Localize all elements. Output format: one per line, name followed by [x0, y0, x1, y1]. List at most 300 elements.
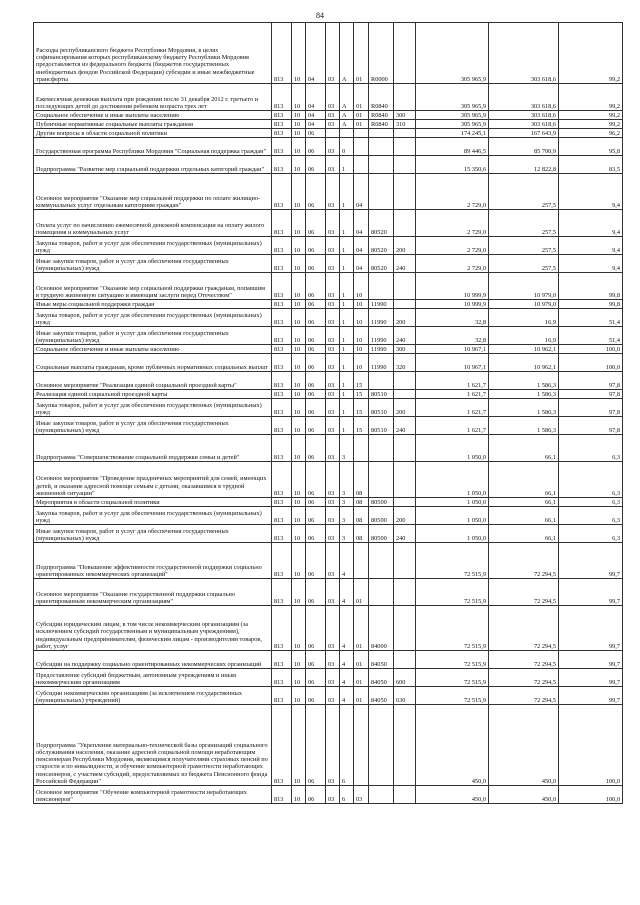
main-event-code-cell: 10 — [354, 345, 369, 354]
expense-name-cell: Социальное обеспечение и иные выплаты населению — [34, 345, 272, 354]
main-event-code-cell: 04 — [354, 210, 369, 237]
subsection-code-cell: 06 — [306, 525, 326, 543]
planned-amount-cell: 1 621,7 — [416, 390, 489, 399]
actual-amount-cell: 257,5 — [489, 255, 559, 273]
main-event-code-cell: 15 — [354, 417, 369, 435]
actual-amount-cell: 16,9 — [489, 327, 559, 345]
admin-code-cell: 813 — [272, 462, 292, 498]
program-code-cell: 03 — [326, 687, 340, 705]
expense-name-cell: Иные закупки товаров, работ и услуг для обеспечения государственных (муниципальных) нужд — [34, 255, 272, 273]
direction-code-cell: 80510 — [369, 417, 394, 435]
subprogram-code-cell: 1 — [340, 354, 354, 372]
execution-percent-cell: 51,4 — [559, 309, 623, 327]
admin-code-cell: 813 — [272, 651, 292, 669]
subsection-code-cell: 06 — [306, 174, 326, 210]
budget-execution-table — [33, 22, 623, 804]
planned-amount-cell: 89 446,5 — [416, 138, 489, 156]
direction-code-cell — [369, 705, 394, 786]
subprogram-code-cell: 1 — [340, 417, 354, 435]
main-event-code-cell: 15 — [354, 372, 369, 390]
admin-code-cell: 813 — [272, 345, 292, 354]
actual-amount-cell: 257,5 — [489, 237, 559, 255]
direction-code-cell: R0840 — [369, 120, 394, 129]
program-code-cell: 03 — [326, 579, 340, 606]
main-event-code-cell — [354, 543, 369, 579]
subprogram-code-cell: 6 — [340, 786, 354, 804]
expense-name-cell: Основное мероприятие "Оказание мер социальной поддержки по оплате жилищно-коммунальных услуг отдельным категориям граждан" — [34, 174, 272, 210]
expense-name-cell: Предоставление субсидий бюджетным, автономным учреждениям и иным некоммерческим организациям — [34, 669, 272, 687]
expense-name-cell: Расходы республиканского бюджета Республики Мордовия, в целях софинансирования которых республиканскому бюджету Республики Мордовия предоставляется из федерального бюджета (бюджетов государственных внебюджетных фондов Российской Федерации) субсидии и иные межбюджетные трансферты — [34, 23, 272, 84]
section-code-cell: 10 — [292, 129, 306, 138]
expense-name-cell: Основное мероприятие "Обучение компьютерной грамотности неработающих пенсионеров" — [34, 786, 272, 804]
expense-name-cell: Подпрограмма "Развитие мер социальной поддержки отдельных категорий граждан" — [34, 156, 272, 174]
direction-code-cell: 80520 — [369, 237, 394, 255]
expense-type-code-cell: 600 — [394, 669, 416, 687]
admin-code-cell: 813 — [272, 417, 292, 435]
main-event-code-cell: 01 — [354, 120, 369, 129]
direction-code-cell — [369, 372, 394, 390]
direction-code-cell: 11990 — [369, 354, 394, 372]
table-row — [34, 372, 623, 390]
main-event-code-cell: 10 — [354, 354, 369, 372]
execution-percent-cell: 83,5 — [559, 156, 623, 174]
execution-percent-cell: 6,3 — [559, 507, 623, 525]
subsection-code-cell: 06 — [306, 210, 326, 237]
admin-code-cell: 813 — [272, 705, 292, 786]
admin-code-cell: 813 — [272, 354, 292, 372]
table-row — [34, 498, 623, 507]
main-event-code-cell — [354, 705, 369, 786]
program-code-cell: 03 — [326, 417, 340, 435]
actual-amount-cell: 257,5 — [489, 174, 559, 210]
expense-type-code-cell — [394, 300, 416, 309]
table-row — [34, 210, 623, 237]
execution-percent-cell: 9,4 — [559, 174, 623, 210]
expense-name-cell: Основное мероприятие "Проведение праздничных мероприятий для семей, имеющих детей, и оказание адресной помощи семьям с детьми, оказавшимся в трудной жизненной ситуации" — [34, 462, 272, 498]
actual-amount-cell: 1 586,3 — [489, 417, 559, 435]
planned-amount-cell: 174 245,1 — [416, 129, 489, 138]
planned-amount-cell: 72 515,9 — [416, 669, 489, 687]
table-row — [34, 435, 623, 462]
planned-amount-cell: 1 050,0 — [416, 507, 489, 525]
planned-amount-cell: 72 515,9 — [416, 651, 489, 669]
subprogram-code-cell: А — [340, 23, 354, 84]
direction-code-cell — [369, 462, 394, 498]
subsection-code-cell: 06 — [306, 129, 326, 138]
expense-type-code-cell — [394, 174, 416, 210]
actual-amount-cell: 66,1 — [489, 435, 559, 462]
subprogram-code-cell: 1 — [340, 210, 354, 237]
admin-code-cell: 813 — [272, 543, 292, 579]
expense-type-code-cell: 240 — [394, 255, 416, 273]
main-event-code-cell: 10 — [354, 309, 369, 327]
main-event-code-cell: 08 — [354, 525, 369, 543]
actual-amount-cell: 167 643,9 — [489, 129, 559, 138]
expense-type-code-cell — [394, 23, 416, 84]
section-code-cell: 10 — [292, 417, 306, 435]
main-event-code-cell: 01 — [354, 579, 369, 606]
expense-name-cell: Ежемесячная денежная выплата при рождении после 31 декабря 2012 г. третьего и последующих детей до достижения ребенком возраста трех лет — [34, 84, 272, 111]
section-code-cell: 10 — [292, 309, 306, 327]
expense-name-cell: Основное мероприятие "Оказание мер социальной поддержки гражданам, попавшим в трудную жизненную ситуацию и имеющим заслуги перед Отечеством" — [34, 273, 272, 300]
subprogram-code-cell: 3 — [340, 498, 354, 507]
subprogram-code-cell: 1 — [340, 345, 354, 354]
expense-name-cell: Оплата услуг по начислению ежемесячной денежной компенсации на оплату жилого помещения и коммунальных услуг — [34, 210, 272, 237]
program-code-cell: 03 — [326, 606, 340, 651]
table-row — [34, 786, 623, 804]
subprogram-code-cell: 6 — [340, 705, 354, 786]
main-event-code-cell: 03 — [354, 786, 369, 804]
expense-type-code-cell — [394, 390, 416, 399]
program-code-cell: 03 — [326, 84, 340, 111]
main-event-code-cell: 08 — [354, 462, 369, 498]
execution-percent-cell: 6,3 — [559, 498, 623, 507]
direction-code-cell: 80520 — [369, 210, 394, 237]
subsection-code-cell: 06 — [306, 309, 326, 327]
expense-type-code-cell — [394, 372, 416, 390]
table-body — [34, 23, 623, 804]
page-number: 84 — [316, 11, 324, 20]
direction-code-cell — [369, 174, 394, 210]
admin-code-cell: 813 — [272, 669, 292, 687]
subsection-code-cell: 04 — [306, 111, 326, 120]
direction-code-cell: 84000 — [369, 606, 394, 651]
direction-code-cell: 84050 — [369, 651, 394, 669]
planned-amount-cell: 305 965,9 — [416, 111, 489, 120]
actual-amount-cell: 10 979,0 — [489, 273, 559, 300]
table-row — [34, 579, 623, 606]
subprogram-code-cell: 1 — [340, 300, 354, 309]
direction-code-cell: R0840 — [369, 111, 394, 120]
subprogram-code-cell: 3 — [340, 462, 354, 498]
execution-percent-cell: 99,8 — [559, 300, 623, 309]
subprogram-code-cell — [340, 129, 354, 138]
subsection-code-cell: 06 — [306, 345, 326, 354]
program-code-cell: 03 — [326, 786, 340, 804]
direction-code-cell — [369, 435, 394, 462]
table-row — [34, 237, 623, 255]
admin-code-cell: 813 — [272, 273, 292, 300]
expense-type-code-cell — [394, 129, 416, 138]
expense-type-code-cell — [394, 498, 416, 507]
execution-percent-cell: 99,7 — [559, 543, 623, 579]
section-code-cell: 10 — [292, 345, 306, 354]
actual-amount-cell: 303 618,6 — [489, 84, 559, 111]
execution-percent-cell: 95,8 — [559, 138, 623, 156]
section-code-cell: 10 — [292, 354, 306, 372]
section-code-cell: 10 — [292, 435, 306, 462]
section-code-cell: 10 — [292, 606, 306, 651]
table-row — [34, 309, 623, 327]
program-code-cell: 03 — [326, 507, 340, 525]
section-code-cell: 10 — [292, 210, 306, 237]
expense-type-code-cell: 240 — [394, 525, 416, 543]
direction-code-cell: 80500 — [369, 507, 394, 525]
table-row — [34, 120, 623, 129]
table-row — [34, 462, 623, 498]
program-code-cell: 03 — [326, 669, 340, 687]
program-code-cell: 03 — [326, 462, 340, 498]
direction-code-cell: 84050 — [369, 669, 394, 687]
actual-amount-cell: 450,0 — [489, 705, 559, 786]
admin-code-cell: 813 — [272, 129, 292, 138]
expense-name-cell: Закупка товаров, работ и услуг для обеспечения государственных (муниципальных) нужд — [34, 507, 272, 525]
section-code-cell: 10 — [292, 462, 306, 498]
subprogram-code-cell: 1 — [340, 309, 354, 327]
execution-percent-cell: 99,2 — [559, 23, 623, 84]
admin-code-cell: 813 — [272, 372, 292, 390]
program-code-cell: 03 — [326, 399, 340, 417]
program-code-cell: 03 — [326, 705, 340, 786]
actual-amount-cell: 303 618,6 — [489, 120, 559, 129]
expense-name-cell: Иные закупки товаров, работ и услуг для обеспечения государственных (муниципальных) нужд — [34, 417, 272, 435]
main-event-code-cell: 15 — [354, 390, 369, 399]
table-row — [34, 705, 623, 786]
planned-amount-cell: 2 729,0 — [416, 210, 489, 237]
table-row — [34, 300, 623, 309]
planned-amount-cell: 1 050,0 — [416, 462, 489, 498]
section-code-cell: 10 — [292, 327, 306, 345]
subprogram-code-cell: А — [340, 84, 354, 111]
actual-amount-cell: 1 586,3 — [489, 399, 559, 417]
main-event-code-cell: 04 — [354, 174, 369, 210]
table-row — [34, 156, 623, 174]
planned-amount-cell: 72 515,9 — [416, 606, 489, 651]
subprogram-code-cell: 1 — [340, 399, 354, 417]
expense-type-code-cell: 630 — [394, 687, 416, 705]
direction-code-cell: R0840 — [369, 84, 394, 111]
program-code-cell: 03 — [326, 390, 340, 399]
subsection-code-cell: 06 — [306, 651, 326, 669]
subsection-code-cell: 06 — [306, 417, 326, 435]
direction-code-cell: 11990 — [369, 327, 394, 345]
admin-code-cell: 813 — [272, 156, 292, 174]
subsection-code-cell: 06 — [306, 255, 326, 273]
admin-code-cell: 813 — [272, 111, 292, 120]
subprogram-code-cell: 1 — [340, 273, 354, 300]
actual-amount-cell: 72 294,5 — [489, 543, 559, 579]
planned-amount-cell: 305 965,9 — [416, 23, 489, 84]
table-row — [34, 543, 623, 579]
program-code-cell: 03 — [326, 327, 340, 345]
section-code-cell: 10 — [292, 237, 306, 255]
table-row — [34, 273, 623, 300]
admin-code-cell: 813 — [272, 507, 292, 525]
execution-percent-cell: 100,0 — [559, 705, 623, 786]
table-row — [34, 606, 623, 651]
subsection-code-cell: 06 — [306, 435, 326, 462]
table-row — [34, 345, 623, 354]
actual-amount-cell: 16,9 — [489, 309, 559, 327]
expense-type-code-cell: 300 — [394, 345, 416, 354]
execution-percent-cell: 9,4 — [559, 237, 623, 255]
expense-type-code-cell — [394, 273, 416, 300]
program-code-cell: 03 — [326, 210, 340, 237]
execution-percent-cell: 100,0 — [559, 354, 623, 372]
main-event-code-cell: 01 — [354, 651, 369, 669]
program-code-cell: 03 — [326, 372, 340, 390]
table-row — [34, 138, 623, 156]
admin-code-cell: 813 — [272, 327, 292, 345]
expense-type-code-cell — [394, 579, 416, 606]
subsection-code-cell: 04 — [306, 23, 326, 84]
execution-percent-cell: 99,7 — [559, 687, 623, 705]
subsection-code-cell: 06 — [306, 786, 326, 804]
expense-name-cell: Субсидии юридическим лицам, в том числе некоммерческим организациям (за исключением субсидий государственным и муниципальным учреждениям), индивидуальным предпринимателям, физическим лицам - производителям товаров, работ, услуг — [34, 606, 272, 651]
subsection-code-cell: 06 — [306, 687, 326, 705]
subprogram-code-cell: 4 — [340, 579, 354, 606]
execution-percent-cell: 99,7 — [559, 669, 623, 687]
section-code-cell: 10 — [292, 120, 306, 129]
actual-amount-cell: 66,1 — [489, 507, 559, 525]
expense-type-code-cell: 200 — [394, 237, 416, 255]
table-row — [34, 687, 623, 705]
expense-name-cell: Субсидии на поддержку социально ориентированных некоммерческих организаций — [34, 651, 272, 669]
execution-percent-cell: 99,2 — [559, 84, 623, 111]
expense-type-code-cell: 240 — [394, 417, 416, 435]
expense-name-cell: Закупка товаров, работ и услуг для обеспечения государственных (муниципальных) нужд — [34, 237, 272, 255]
section-code-cell: 10 — [292, 23, 306, 84]
admin-code-cell: 813 — [272, 786, 292, 804]
expense-type-code-cell: 200 — [394, 399, 416, 417]
execution-percent-cell: 100,0 — [559, 345, 623, 354]
subsection-code-cell: 06 — [306, 390, 326, 399]
table-row — [34, 354, 623, 372]
direction-code-cell: R0000 — [369, 23, 394, 84]
program-code-cell: 03 — [326, 345, 340, 354]
main-event-code-cell: 08 — [354, 507, 369, 525]
subsection-code-cell: 06 — [306, 354, 326, 372]
subsection-code-cell: 06 — [306, 237, 326, 255]
subsection-code-cell: 06 — [306, 606, 326, 651]
subprogram-code-cell: 1 — [340, 255, 354, 273]
expense-name-cell: Закупка товаров, работ и услуг для обеспечения государственных (муниципальных) нужд — [34, 309, 272, 327]
program-code-cell: 03 — [326, 120, 340, 129]
subsection-code-cell: 06 — [306, 372, 326, 390]
actual-amount-cell: 85 700,9 — [489, 138, 559, 156]
admin-code-cell: 813 — [272, 606, 292, 651]
expense-name-cell: Другие вопросы в области социальной политики — [34, 129, 272, 138]
expense-name-cell: Закупка товаров, работ и услуг для обеспечения государственных (муниципальных) нужд — [34, 399, 272, 417]
direction-code-cell: 80510 — [369, 390, 394, 399]
direction-code-cell: 80500 — [369, 525, 394, 543]
planned-amount-cell: 10 967,1 — [416, 354, 489, 372]
program-code-cell: 03 — [326, 525, 340, 543]
planned-amount-cell: 450,0 — [416, 786, 489, 804]
program-code-cell: 03 — [326, 543, 340, 579]
actual-amount-cell: 10 962,1 — [489, 345, 559, 354]
admin-code-cell: 813 — [272, 687, 292, 705]
subprogram-code-cell: 0 — [340, 138, 354, 156]
actual-amount-cell: 450,0 — [489, 786, 559, 804]
section-code-cell: 10 — [292, 372, 306, 390]
planned-amount-cell: 72 515,9 — [416, 687, 489, 705]
actual-amount-cell: 72 294,5 — [489, 687, 559, 705]
section-code-cell: 10 — [292, 525, 306, 543]
subprogram-code-cell: 1 — [340, 156, 354, 174]
direction-code-cell: 84050 — [369, 687, 394, 705]
program-code-cell: 03 — [326, 273, 340, 300]
admin-code-cell: 813 — [272, 23, 292, 84]
main-event-code-cell: 04 — [354, 237, 369, 255]
subsection-code-cell: 06 — [306, 138, 326, 156]
actual-amount-cell: 10 979,0 — [489, 300, 559, 309]
direction-code-cell — [369, 129, 394, 138]
expense-type-code-cell: 200 — [394, 507, 416, 525]
subprogram-code-cell: 3 — [340, 507, 354, 525]
section-code-cell: 10 — [292, 498, 306, 507]
section-code-cell: 10 — [292, 138, 306, 156]
expense-type-code-cell — [394, 435, 416, 462]
execution-percent-cell: 96,2 — [559, 129, 623, 138]
expense-type-code-cell: 300 — [394, 111, 416, 120]
expense-type-code-cell — [394, 138, 416, 156]
subsection-code-cell: 06 — [306, 300, 326, 309]
direction-code-cell: 80510 — [369, 399, 394, 417]
actual-amount-cell: 1 586,3 — [489, 372, 559, 390]
actual-amount-cell: 66,1 — [489, 525, 559, 543]
admin-code-cell: 813 — [272, 399, 292, 417]
subsection-code-cell: 06 — [306, 507, 326, 525]
actual-amount-cell: 12 822,8 — [489, 156, 559, 174]
execution-percent-cell: 97,8 — [559, 399, 623, 417]
subprogram-code-cell: 4 — [340, 543, 354, 579]
execution-percent-cell: 9,4 — [559, 210, 623, 237]
subprogram-code-cell: 1 — [340, 372, 354, 390]
expense-name-cell: Подпрограмма "Повышение эффективности государственной поддержки социально ориентированных некоммерческих организаций" — [34, 543, 272, 579]
execution-percent-cell: 100,0 — [559, 786, 623, 804]
actual-amount-cell: 72 294,5 — [489, 669, 559, 687]
expense-type-code-cell: 200 — [394, 309, 416, 327]
actual-amount-cell: 303 618,6 — [489, 23, 559, 84]
direction-code-cell — [369, 786, 394, 804]
table-row — [34, 525, 623, 543]
subprogram-code-cell: 1 — [340, 390, 354, 399]
expense-name-cell: Основное мероприятие "Реализация единой социальной проездной карты" — [34, 372, 272, 390]
program-code-cell — [326, 129, 340, 138]
table-row — [34, 390, 623, 399]
section-code-cell: 10 — [292, 156, 306, 174]
admin-code-cell: 813 — [272, 84, 292, 111]
planned-amount-cell: 305 965,9 — [416, 84, 489, 111]
table-row — [34, 327, 623, 345]
expense-type-code-cell: 310 — [394, 120, 416, 129]
main-event-code-cell: 01 — [354, 687, 369, 705]
program-code-cell: 03 — [326, 138, 340, 156]
main-event-code-cell: 01 — [354, 606, 369, 651]
execution-percent-cell: 9,4 — [559, 255, 623, 273]
main-event-code-cell: 10 — [354, 273, 369, 300]
direction-code-cell — [369, 156, 394, 174]
admin-code-cell: 813 — [272, 435, 292, 462]
section-code-cell: 10 — [292, 705, 306, 786]
subsection-code-cell: 06 — [306, 498, 326, 507]
section-code-cell: 10 — [292, 651, 306, 669]
subsection-code-cell: 04 — [306, 120, 326, 129]
program-code-cell: 03 — [326, 651, 340, 669]
table-row — [34, 399, 623, 417]
subprogram-code-cell: 1 — [340, 327, 354, 345]
execution-percent-cell: 99,2 — [559, 120, 623, 129]
program-code-cell: 03 — [326, 23, 340, 84]
planned-amount-cell: 15 350,6 — [416, 156, 489, 174]
section-code-cell: 10 — [292, 687, 306, 705]
admin-code-cell: 813 — [272, 309, 292, 327]
execution-percent-cell: 99,7 — [559, 651, 623, 669]
expense-type-code-cell — [394, 210, 416, 237]
execution-percent-cell: 6,3 — [559, 435, 623, 462]
direction-code-cell — [369, 579, 394, 606]
